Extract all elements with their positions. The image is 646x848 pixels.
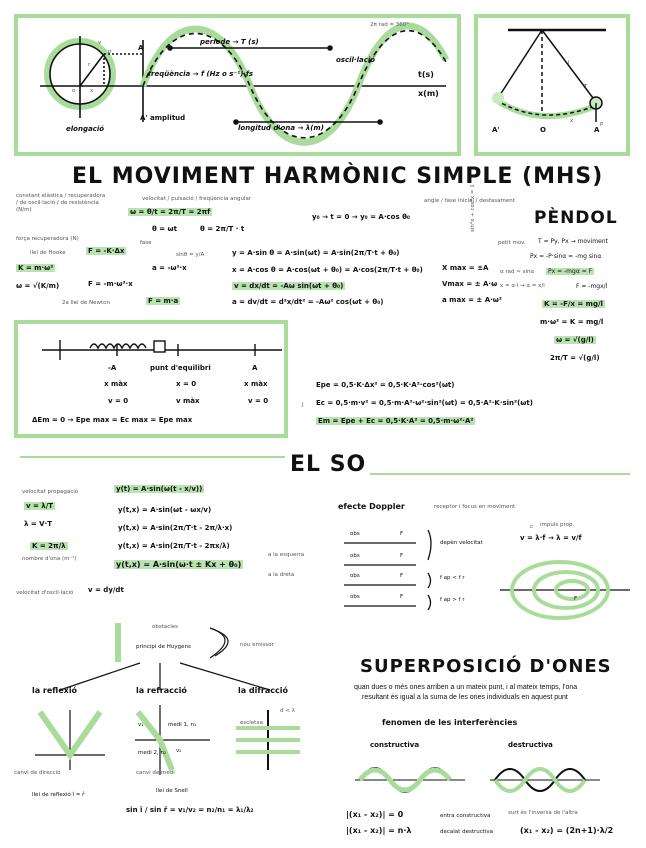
pendol-l3a: α rad ≈ sinα [500,269,535,275]
vosc-eq: v = dy/dt [88,586,124,594]
so-y2: y(t,x) = A·sin(ωt - ωx/v) [118,506,212,514]
so-y3: y(t,x) = A·sin(2π/T·t - 2π/λ·x) [118,524,233,532]
doppler-focus: F [574,596,578,602]
t-axis-label: t(s) [418,70,434,79]
doppler-obs-1: obs [350,531,360,537]
doppler-dep: depèn velocitat [440,540,483,546]
pendol-l6: m·ω² = K = mg/l [540,318,604,326]
dir-right: a la dreta [268,572,295,578]
fenomen-label: fenomen de les interferències [382,718,518,727]
pendulum-p: P [600,122,604,128]
pendol-small: petit mov. [498,240,526,246]
doppler-f-4: F [400,594,404,600]
huygens-label: principi de Huygens [136,644,191,650]
theta-eq: θ = ωt [152,225,177,233]
pendol-l4a: x = α·l → α = x/l [500,283,545,289]
spring-neg-a: -A [108,364,117,372]
spring-vmax: v màx [176,397,200,405]
doppler-f-3: F [400,573,404,579]
a-eq: a = -ω²·x [152,264,187,272]
interference-eq-3: (x₁ - x₂) = (2n+1)·λ/2 [520,826,614,835]
p-label: P [108,50,112,56]
pendol-l5: K = -F/x = mg/l [544,300,603,308]
pendol-title: PÈNDOL [534,208,618,228]
spring-bottom: ΔEm = 0 → Epe max = Ec max = Epe max [32,416,193,424]
dir-left: a la esquerra [268,552,305,558]
so-v1: v = λ/T [26,502,54,510]
energy-ec: Ec = 0,5·m·v² = 0,5·m·A²·ω²·sin²(ωt) = 0,5·A²·K·sin²(ωt) [316,399,533,407]
pendulum-x: x [570,118,574,124]
periode-label: període → T (s) [200,38,259,46]
sin-label: sinθ = y/A [176,252,205,258]
mhs-title: EL MOVIMENT HARMÒNIC SIMPLE (MHS) [72,164,604,189]
doppler-title: efecte Doppler [338,502,405,511]
pendol-l7: ω = √(g/l) [556,336,594,344]
doppler-fr1: f ap < f r [440,575,465,581]
nombre-label: nombre d'ona (m⁻¹) [22,556,77,562]
interference-lbl-3: surt és l'inversa de l'altra [508,810,578,816]
doppler-f-1: F [400,531,404,537]
spring-x0: x = 0 [176,380,197,388]
pendulum-l: l [568,60,570,66]
doppler-fr2: f ap > f r [440,597,465,603]
pendulum-t: T [584,84,588,90]
longitud-label: longitud d'ona → λ(m) [238,124,324,132]
vmax-eq: Vmax = ± A·ω [442,280,498,288]
interference-eq-1: |(x₁ - x₂)| = 0 [346,810,404,819]
x-axis-label: x(m) [418,89,439,98]
pendol-l8: 2π/T = √(g/l) [550,354,600,362]
energy-em: Em = Epe + Ec = 0,5·K·A² = 0,5·m·ω²·A² [318,417,474,425]
o-label: o [72,88,76,94]
rad-note: 2π rad = 360° [370,22,410,28]
pendulum-o: O [540,126,546,134]
interference-eq-2: |(x₁ - x₂)| = n·λ [346,826,412,835]
difraccio-title: la difracció [238,686,288,695]
frequencia-label: freqüència → f (Hz o s⁻¹) fs [148,70,254,78]
doppler-sub: receptor i focus en moviment [434,504,516,510]
angle-label: angle / fase inicial / desfasament [424,198,515,204]
a-bottom-label: A' amplitud [140,114,186,122]
doppler-obs-4: obs [350,594,360,600]
vel-label: velocitat / pulsació / freqüència angular [142,196,252,202]
k-eq: K = m·ω² [18,264,54,272]
doppler-obs-3: obs [350,573,360,579]
pendol-l2: Px = -P·sinα = -mg sinα [530,253,602,260]
r-label: r [88,62,91,68]
superposicio-text-2: resultant és igual a la suma de les ones individuals en aquest punt [362,694,568,701]
so-title: EL SO [290,452,367,477]
hooke-label: llei de Hooke [30,250,66,256]
prop-label: velocitat propagació [22,489,79,495]
doppler-waves [500,562,630,618]
llei-reflexio: llei de reflexió î = r̂ [32,792,85,798]
superposicio-title: SUPERPOSICIÓ D'ONES [360,656,612,677]
doppler-c: c [530,524,534,530]
interference-diagram [355,768,600,792]
forsa-note: força recuperadora (N) [16,236,79,242]
oscil-label: oscil·lació [336,56,376,64]
newton-label: 2a llei de Newton [62,300,110,306]
a-top-label: A [138,44,144,52]
fma-eq: F = -m·ω²·x [88,280,133,288]
canvi-medi: canvi de medi [136,770,175,776]
amax-eq: a max = ± A·ω² [442,296,502,304]
x-eq: x = A·cos θ = A·cos(ωt + θ₀) = A·cos(2π/T·t + θ₀) [232,266,423,274]
spring-v02: v = 0 [248,397,269,405]
snell-label: llei de Snell [156,788,188,794]
constructiva-label: constructiva [370,741,420,749]
nou-emissor-label: nou emissor [240,642,274,648]
doppler-obs-2: obs [350,553,360,559]
pendulum-a-right: A [594,126,600,134]
doppler-imp: impuls prop. [540,522,575,528]
v-eq: v = dx/dt = -Aω sin(ωt + θ₀) [234,282,344,290]
interference-lbl-2: decalat destructiva [440,829,494,835]
pendol-l1: T = Py, Px → moviment [538,238,608,245]
v1-label: v₁ [138,722,144,728]
doppler-v-eq: v = λ·f → λ = v/f [520,534,582,542]
energy-unit: J [302,402,304,408]
so-y4: y(t,x) = A·sin(2π/T·t - 2πx/λ) [118,542,230,550]
spring-pos-a: A [252,364,258,372]
x-label: x [90,88,94,94]
xmax-eq: X max = ±A [442,264,489,272]
newton-eq: F = m·a [148,297,179,305]
v-label: v [98,40,102,46]
elongacio-label: elongació [66,125,105,133]
w-eq: ω = √(K/m) [16,282,60,290]
pendulum-box [474,14,630,156]
canvi-direccio: canvi de direcció [14,770,61,776]
superposicio-text-1: quan dues o més ones arriben a un mateix punt, i al mateix temps, l'ona [354,684,578,691]
side-identity: sin²x + cos²x = 1 [470,184,476,232]
refraccio-title: la refracció [136,686,187,695]
medi1-label: medi 1, n₁ [168,722,197,728]
spring-punt: punt d'equilibri [150,364,211,372]
y0-eq: y₀ → t = 0 → y₀ = A·cos θ₀ [312,213,410,221]
pendol-l3: Px = -mgα = F [548,268,593,275]
interference-lbl-1: entra constructiva [440,813,491,819]
so-y5: y(t,x) = A·sin(ω·t ± Kx + θ₀) [116,560,242,569]
v2-label: v₂ [176,748,182,754]
spring-xmax2: x màx [244,380,268,388]
destructiva-label: destructiva [508,741,553,749]
so-l1: λ = V·T [24,520,53,528]
doppler-f-2: F [400,553,404,559]
vosc-label: velocitat d'oscil·lació [16,590,74,596]
w1-eq: ω = θ/t = 2π/T = 2πf [130,208,211,216]
acc-eq: a = dv/dt = d²x/dt² = -Aω² cos(ωt + θ₀) [232,298,384,306]
theta2-eq: θ = 2π/T · t [200,225,245,233]
spring-v01: v = 0 [108,397,129,405]
y-eq: y = A·sin θ = A·sin(ωt) = A·sin(2π/T·t + θ₀) [232,249,400,257]
snell-eq: sin î / sin r̂ = v₁/v₂ = n₂/n₁ = λ₁/λ₂ [126,806,254,814]
const-note: constant elàstica / recuperadora / de oscil·lació / de resistència (N/m) [16,193,106,213]
dl-label: d < λ [280,708,295,714]
energy-epe: Epe = 0,5·K·Δx² = 0,5·K·A²·cos²(ωt) [316,381,455,389]
escletxa-label: escletxa [240,720,263,726]
pendol-l4: F = -mgx/l [576,283,608,290]
medi2-label: medi 2, n₂ [138,750,167,756]
reflexio-title: la reflexió [32,686,78,695]
obstacles-label: obstacles [152,624,179,630]
pendulum-a-left: A' [492,126,500,134]
fase-label: fase [140,240,152,246]
so-k1: K = 2π/λ [32,542,66,550]
so-y1: y(t) = A·sin(ω(t - x/v)) [116,485,203,493]
spring-xmax1: x màx [104,380,128,388]
hooke-eq: F = -K·Δx [88,247,125,255]
